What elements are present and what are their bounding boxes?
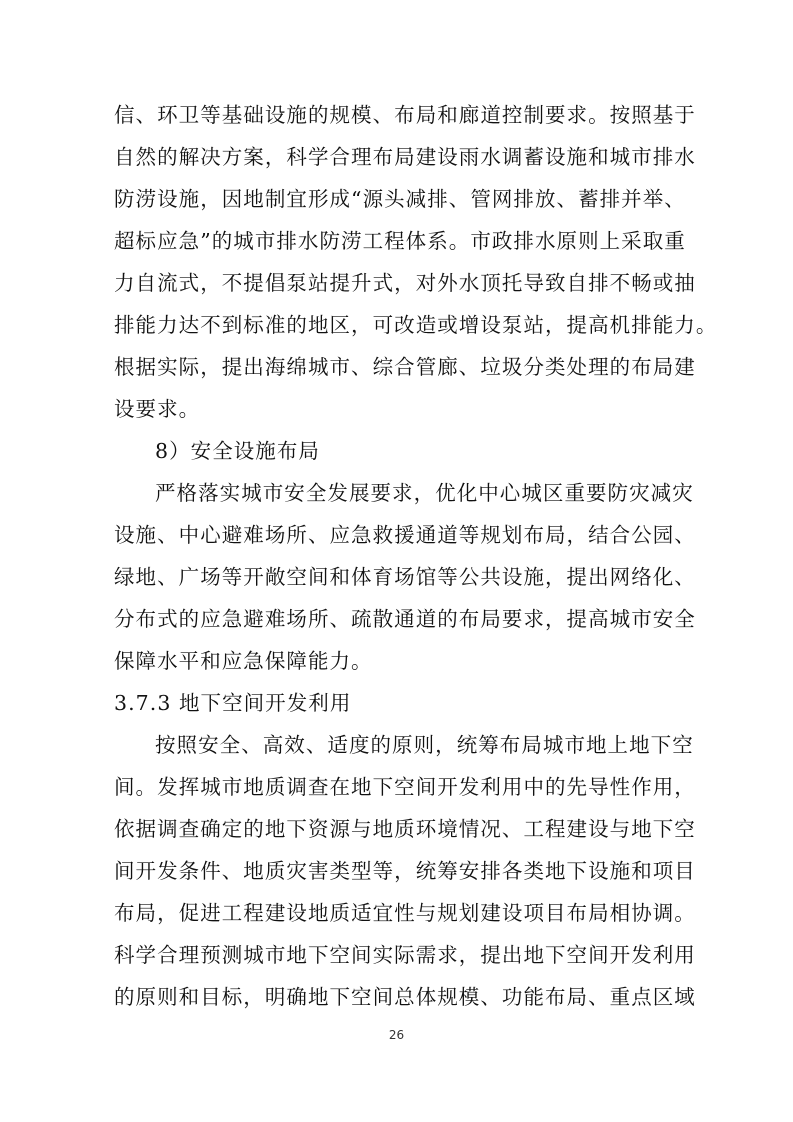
text-line: 设要求。 [114,397,201,421]
section-heading: 8）安全设施布局 [155,439,320,463]
subsection-heading: 3.7.3 地下空间开发利用 [114,691,352,715]
text-line: 严格落实城市安全发展要求，优化中心城区重要防灾减灾 [155,481,694,505]
text-line: 超标应急”的城市排水防涝工程体系。市政排水原则上采取重 [114,229,686,253]
text-line: 按照安全、高效、适度的原则，统筹布局城市地上地下空 [155,733,694,757]
text-line: 保障水平和应急保障能力。 [114,649,373,673]
text-line: 力自流式，不提倡泵站提升式，对外水顶托导致自排不畅或抽 [114,271,696,295]
text-line: 设施、中心避难场所、应急救援通道等规划布局，结合公园、 [114,523,696,547]
text-line: 信、环卫等基础设施的规模、布局和廊道控制要求。按照基于 [114,103,696,127]
text-line: 排能力达不到标准的地区，可改造或增设泵站，提高机排能力。 [114,313,718,337]
text-line: 分布式的应急避难场所、疏散通道的布局要求，提高城市安全 [114,607,696,631]
text-line: 间。发挥城市地质调查在地下空间开发利用中的先导性作用， [114,775,696,799]
text-line: 根据实际，提出海绵城市、综合管廊、垃圾分类处理的布局建 [114,355,696,379]
text-line: 的原则和目标，明确地下空间总体规模、功能布局、重点区域 [114,985,696,1009]
text-line: 科学合理预测城市地下空间实际需求，提出地下空间开发利用 [114,943,696,967]
text-line: 间开发条件、地质灾害类型等，统筹安排各类地下设施和项目 [114,859,696,883]
text-line: 防涝设施，因地制宜形成“源头减排、管网排放、蓄排并举、 [114,187,686,211]
text-line: 自然的解决方案，科学合理布局建设雨水调蓄设施和城市排水 [114,145,696,169]
text-line: 依据调查确定的地下资源与地质环境情况、工程建设与地下空 [114,817,696,841]
text-line: 绿地、广场等开敞空间和体育场馆等公共设施，提出网络化、 [114,565,696,589]
page-number: 26 [388,1028,405,1042]
text-line: 布局，促进工程建设地质适宜性与规划建设项目布局相协调。 [114,901,696,925]
